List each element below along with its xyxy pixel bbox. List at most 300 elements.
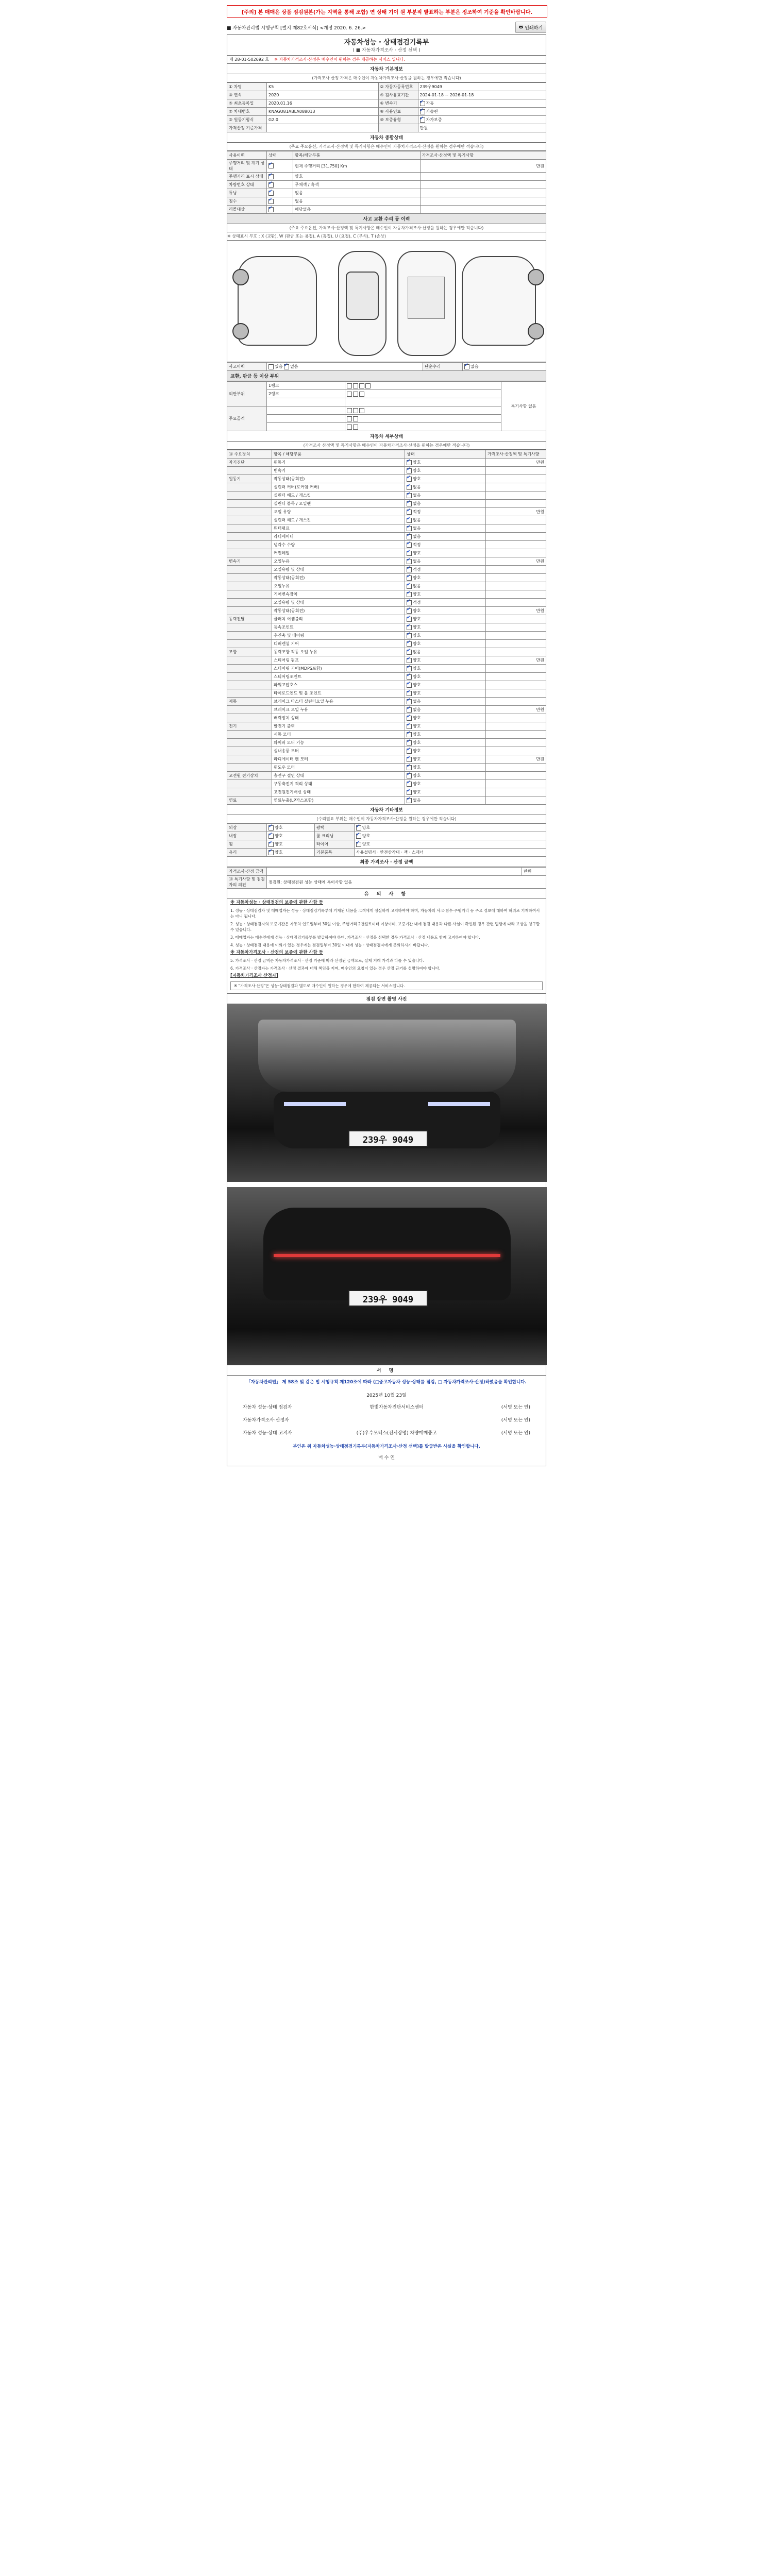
checkbox[interactable] [407,625,412,630]
device-group [227,533,272,541]
notes-sub3: [자동차가격조사 산정자] [230,973,278,978]
checkbox[interactable] [356,842,361,847]
status-summary-table [227,151,546,214]
checkbox[interactable] [407,534,412,539]
checkbox[interactable] [268,207,274,212]
checkbox[interactable] [268,850,274,855]
device-price: 만원 [486,706,546,714]
checkbox[interactable] [359,408,364,413]
signature-heading: 서 명 [227,1365,546,1376]
checkbox[interactable] [268,825,274,831]
device-state-text: 적정 [413,567,421,572]
device-price [486,533,546,541]
checkbox[interactable] [407,575,412,581]
notes-p3: 3. 매매업자는 매수인에게 성능 · 상태점검기록부를 발급하여야 하며, 가격조사 · 산정을 선택한 경우 가격조사 · 산정 내용도 함께 고지하여야 합니다. [230,935,480,940]
checkbox[interactable] [420,101,425,106]
device-state [405,755,486,764]
device-item: 브레이크 마스터 실린더오일 누유 [272,698,405,706]
checkbox[interactable] [407,617,412,622]
color-label: 차량번호 상태 [227,181,267,189]
device-price: 만원 [486,656,546,665]
device-state [405,541,486,549]
checkbox[interactable] [407,765,412,770]
state-text: 양호 [275,834,283,838]
device-state [405,615,486,623]
device-group [227,706,272,714]
device-price [486,722,546,731]
state-text: 양호 [362,834,371,838]
checkbox[interactable] [268,174,274,179]
checkbox[interactable] [407,468,412,473]
device-price: 만원 [486,607,546,615]
accident-note: (주요 주요옵션, 가격조사·산정액 및 특기사항은 매수인이 자동차가격조사·산정을 원하는 경우에만 적습니다) [227,224,546,232]
device-state-text: 양호 [413,773,421,778]
basic-info-note: (가격조사 산정 가격은 매수인이 자동차가격조사·산정을 원하는 경우에만 적습니다) [227,74,546,82]
amount-value [267,868,522,876]
col-item: 항목 / 해당부품 [272,450,405,459]
dealer-sign: (서명 또는 인) [501,1431,530,1436]
device-group [227,673,272,681]
checkbox[interactable] [407,658,412,663]
device-state-text: 양호 [413,691,421,696]
checkbox[interactable] [407,773,412,778]
basic-items-value: 사용설명서 · 안전삼각대 · 잭 · 스패너 [354,849,546,857]
device-item: 브레이크 오일 누유 [272,706,405,714]
checkbox[interactable] [407,691,412,696]
state-text: 양호 [275,825,283,830]
accident-legend: ※ 상태표시 부호 : X (교환), W (판금 또는 용접), A (흠집), U (요철), C (부식), T (손상) [227,232,546,241]
device-price: 만원 [486,508,546,516]
device-state-text: 양호 [413,608,421,613]
device-state-text: 없음 [413,699,421,704]
device-item: 구동축전지 격리 상태 [272,780,405,788]
device-state [405,796,486,805]
device-state-text: 양호 [413,724,421,728]
checkbox[interactable] [407,543,412,548]
engine-value: G2.0 [267,116,379,124]
headlight-right [428,1102,490,1106]
dealer-name: (주)우수모터스(전시장명) 차량매매중고 [356,1431,437,1436]
checkbox[interactable] [284,364,289,369]
final-price-heading: 최종 가격조사 · 산정 금액 [227,857,546,867]
checkbox[interactable] [365,383,371,388]
car-roof-outline [346,272,379,320]
device-group [227,788,272,796]
checkbox[interactable] [407,732,412,737]
details-heading: 자동차 세부상태 [227,431,546,442]
checkbox[interactable] [407,584,412,589]
checkbox[interactable] [407,650,412,655]
checkbox[interactable] [268,191,274,196]
dealer-label: 자동차 성능·상태 고지자 [243,1431,292,1436]
frame-table [227,381,546,431]
checkbox[interactable] [420,117,425,123]
tire-value [354,840,546,849]
checkbox[interactable] [407,683,412,688]
device-item: 배력장치 상태 [272,714,405,722]
basic-info-heading: 자동차 기본정보 [227,64,546,74]
table-row [227,796,546,805]
device-item: 타이로드엔드 및 볼 조인트 [272,689,405,698]
notes-p2: 2. 성능 · 상태점검자의 보증기간은 자동차 인도일부터 30일 이상, 주행거리 2천킬로미터 이상이며, 보증기간 내에 점검 내용과 다른 사실이 확인된 경우 관련 법령에 따라 보상을 청구할 수 있습니다. [230,922,540,932]
document-number: 제 28-01-502692 호 [229,57,270,62]
color-check [267,181,293,189]
device-state [405,623,486,632]
device-price [486,516,546,524]
checkbox[interactable] [268,834,274,839]
checkbox[interactable] [407,641,412,647]
device-state-text: 양호 [413,641,421,646]
car-side-left-outline [238,256,317,346]
checkbox[interactable] [407,510,412,515]
checkbox[interactable] [407,526,412,531]
device-group [227,780,272,788]
checkbox[interactable] [407,567,412,572]
device-price [486,467,546,475]
checkbox[interactable] [407,782,412,787]
device-state [405,673,486,681]
checkbox[interactable] [356,825,361,831]
transmission-label: ⑥ 변속기 [378,99,418,108]
checkbox[interactable] [407,674,412,680]
checkbox[interactable] [347,392,352,397]
inspection-period-label: ④ 검사유효기간 [378,91,418,99]
checkbox[interactable] [407,501,412,506]
checkbox[interactable] [359,383,364,388]
device-group [227,689,272,698]
first-reg-label: ⑤ 최초등록일 [227,99,267,108]
device-group: 원동기 [227,475,272,483]
odometer-label: 주행거리 표시 상태 [227,173,267,181]
checkbox[interactable] [407,608,412,614]
recall-value: 해당없음 [293,206,420,214]
checkbox[interactable] [353,408,358,413]
headlight-left [284,1102,346,1106]
device-price [486,640,546,648]
state-text: 양호 [362,842,371,846]
table-row [227,508,546,516]
buyer-statement: 본인은 위 자동차성능·상태점검기록부(자동차가격조사·산정 선택)를 발급받은 사실을 확인합니다. [293,1444,480,1449]
fuel-value [418,108,546,116]
table-row [227,541,546,549]
table-row [227,731,546,739]
device-group [227,500,272,508]
recall-check [267,206,293,214]
device-group [227,549,272,557]
glass-label: 유리 [227,849,267,857]
device-group [227,582,272,590]
table-row [227,516,546,524]
notes-p7: ※ "가격조사·산정"은 성능·상태점검과 별도로 매수인이 원하는 경우에 한하여 제공되는 서비스입니다. [230,981,543,990]
col-state: 상태 [405,450,486,459]
device-group [227,607,272,615]
device-state [405,788,486,796]
inspector-opinion-text: 점검원: 상태점검원 성능 상태에 특이사항 없음 [267,876,546,889]
checkbox[interactable] [407,592,412,597]
outer-label: 외판부위 [227,382,267,406]
first-reg-value: 2020.01.16 [267,99,379,108]
device-state-text: 양호 [413,716,421,720]
device-group [227,508,272,516]
rank1-label: 1랭크 [267,382,345,390]
checkbox[interactable] [407,707,412,713]
accident-text: 없음 [290,364,298,369]
odometer-value: 양호 [293,173,420,181]
device-item: 변속기 [272,467,405,475]
inspector-sign: (서명 또는 인) [501,1405,530,1410]
fuel-text: 가솔린 [426,109,438,114]
device-state [405,557,486,566]
device-state-text: 양호 [413,732,421,737]
device-state-text: 양호 [413,740,421,745]
checkbox[interactable] [347,408,352,413]
checkbox[interactable] [407,666,412,671]
device-item: 스티어링 기어(MDPS포함) [272,665,405,673]
device-price [486,714,546,722]
device-state [405,590,486,599]
device-group: 변속기 [227,557,272,566]
price-value [267,124,379,132]
device-item: 와이퍼 모터 기능 [272,739,405,747]
device-state [405,574,486,582]
table-row [227,747,546,755]
device-group [227,574,272,582]
checkbox[interactable] [407,790,412,795]
notes-p6: 6. 가격조사 · 산정자는 가격조사 · 산정 결과에 대해 책임을 지며, 매수인의 요청이 있는 경우 산정 근거를 설명하여야 합니다. [230,966,441,971]
device-group [227,541,272,549]
table-row [227,656,546,665]
inspector-name: 한빛자동차진단서비스센터 [369,1405,424,1410]
checkbox[interactable] [464,364,469,369]
device-group: 동력전달 [227,615,272,623]
checkbox[interactable] [407,551,412,556]
device-group: 제동 [227,698,272,706]
checkbox[interactable] [347,416,352,421]
checkbox[interactable] [353,416,358,421]
inspection-sheet [227,22,546,2278]
table-row [227,574,546,582]
checkbox[interactable] [356,834,361,839]
table-row [227,533,546,541]
device-item: 클러치 어셈블리 [272,615,405,623]
print-button[interactable] [515,22,546,33]
amount-unit: 만원 [522,868,546,876]
device-price: 만원 [486,755,546,764]
device-item: 발전기 출력 [272,722,405,731]
device-price [486,673,546,681]
checkbox[interactable] [407,460,412,465]
checkbox[interactable] [353,383,358,388]
warranty-value [418,116,546,124]
inspector-opinion-label: ⑫ 특기사항 및 점검자의 의견 [227,876,267,889]
device-item: 작동상태(공회전) [272,574,405,582]
device-state [405,475,486,483]
checkbox[interactable] [268,199,274,204]
table-row [227,764,546,772]
inspector-row [227,1400,546,1413]
device-price [486,475,546,483]
state-text: 양호 [275,842,283,846]
checkbox[interactable] [407,600,412,605]
details-note: (가격조사 산정액 및 특기사항은 매수인이 자동차가격조사·산정을 원하는 경우에만 적습니다) [227,442,546,450]
table-row [227,780,546,788]
device-price [486,500,546,508]
checkbox[interactable] [407,477,412,482]
device-group [227,516,272,524]
checkbox[interactable] [407,493,412,498]
device-state-text: 양호 [413,790,421,794]
checkbox[interactable] [407,633,412,638]
device-item: 추진축 및 베어링 [272,632,405,640]
document-title: 자동차성능 · 상태점검기록부 [344,39,429,46]
checkbox[interactable] [420,109,425,114]
signature-block [227,1376,546,1466]
tuning-label: 튜닝 [227,189,267,197]
checkbox[interactable] [353,392,358,397]
car-name-label: ① 차명 [227,83,267,91]
device-state-text: 양호 [413,477,421,481]
tuning-check [267,189,293,197]
odometer-check [267,173,293,181]
device-group [227,681,272,689]
device-state [405,524,486,533]
checkbox[interactable] [347,425,352,430]
car-name-value: K5 [267,83,379,91]
checkbox[interactable] [407,798,412,803]
checkbox[interactable] [268,182,274,188]
device-item: 실린더 블록 / 오일팬 [272,500,405,508]
checkbox[interactable] [407,699,412,704]
checkbox[interactable] [268,842,274,847]
device-group [227,623,272,632]
checkbox[interactable] [407,724,412,729]
tuning-value: 없음 [293,189,420,197]
device-group [227,599,272,607]
accident-history-table [227,362,546,371]
device-price [486,549,546,557]
device-state [405,549,486,557]
table-row [227,698,546,706]
table-row [227,755,546,764]
checkbox[interactable] [407,559,412,564]
checkbox[interactable] [268,364,274,369]
notes-p4: 4. 성능 · 상태점검 내용에 이의가 있는 경우에는 점검일부터 30일 이내에 성능 · 상태점검자에게 문의하시기 바랍니다. [230,943,429,947]
checkbox[interactable] [359,392,364,397]
device-state [405,714,486,722]
device-state-text: 없음 [413,534,421,539]
checkbox[interactable] [347,383,352,388]
main-items [345,423,501,431]
wheel-icon [232,323,249,340]
fuel-label: ⑧ 사용연료 [378,108,418,116]
device-group [227,590,272,599]
device-state [405,731,486,739]
state-text: 양호 [275,850,283,855]
table-row [227,632,546,640]
device-item: 충전구 절연 상태 [272,772,405,780]
device-price [486,566,546,574]
notes-p1: 1. 성능 · 상태점검자 및 매매업자는 성능 · 상태점검기록부에 기재된 내용을 고객에게 성실하게 고지하여야 하며, 자동차의 사고·침수·주행거리 등 주요 정보에 대하여 허위로 기재하여서는 아니 됩니다. [230,908,540,919]
color-value: 무채색 / 흑색 [293,181,420,189]
checkbox[interactable] [407,716,412,721]
checkbox[interactable] [353,425,358,430]
device-state [405,582,486,590]
printer-icon: 🖶 [518,25,524,30]
signature-statement: 「자동차관리법」 제 58조 및 같은 법 시행규칙 제120조에 따라 (□중고자동차 성능·상태를 점검, □ 자동차가격조사·산정)하였음을 확인합니다. [246,1380,527,1385]
device-group [227,524,272,533]
warranty-text: 자가보증 [426,117,442,122]
table-row [227,467,546,475]
device-group [227,665,272,673]
status-summary-note: (주요 주요옵션, 가격조사·산정액 및 특기사항은 매수인이 자동차가격조사·산정을 원하는 경우에만 적습니다) [227,143,546,151]
device-state-text: 없음 [413,526,421,531]
device-price [486,648,546,656]
device-group [227,467,272,475]
tail-light-bar [274,1254,500,1257]
device-group [227,492,272,500]
device-group: 고전원 전기장치 [227,772,272,780]
device-item: 스티어링 펌프 [272,656,405,665]
table-row [227,665,546,673]
car-hood-shape [258,1020,516,1092]
device-item: 기어변속장치 [272,590,405,599]
device-state [405,698,486,706]
device-item: 오일유량 및 상태 [272,599,405,607]
table-row [227,566,546,574]
notes-p5: 5. 가격조사 · 산정 금액은 자동차가격조사 · 산정 기준에 따라 산정된 금액으로, 실제 거래 가격과 다를 수 있습니다. [230,958,424,963]
table-row [227,772,546,780]
device-state-text: 없음 [413,707,421,712]
checkbox[interactable] [407,757,412,762]
table-row [227,492,546,500]
checkbox[interactable] [407,518,412,523]
main-items [345,406,501,415]
device-state [405,747,486,755]
device-item: 오일 유량 [272,508,405,516]
device-group: 전기 [227,722,272,731]
checkbox[interactable] [407,740,412,745]
recall-label: 리콜대상 [227,206,267,214]
signature-date: 2025년 10월 23일 [366,1393,407,1398]
car-frame-outline [408,277,445,319]
photos-heading: 점검 장면 촬영 사진 [227,994,546,1004]
device-price [486,665,546,673]
device-item: 작동상태(공회전) [272,607,405,615]
interior-label: 내장 [227,832,267,840]
wheel-icon [528,269,544,285]
frame-note: 특기사항 없음 [501,382,546,431]
device-group [227,714,272,722]
form-reference: ■ 자동차관리법 시행규칙 [별지 제82호서식] <개정 2020. 6. 26.> [227,25,366,31]
device-state-text: 적정 [413,600,421,605]
device-state-text: 양호 [413,757,421,761]
wheel-label: 휠 [227,840,267,849]
empty-cell [345,398,501,406]
table-row [227,500,546,508]
table-row [227,673,546,681]
table-row [227,681,546,689]
vin-label: ⑦ 차대번호 [227,108,267,116]
inspection-period-value: 2024-01-18 ~ 2026-01-18 [418,91,546,99]
table-row [227,722,546,731]
table-row [227,623,546,632]
empty-cell [267,423,345,431]
warranty-label: ⑩ 보증유형 [378,116,418,124]
checkbox[interactable] [268,163,274,168]
checkbox[interactable] [407,485,412,490]
device-item: 스티어링조인트 [272,673,405,681]
checkbox[interactable] [407,749,412,754]
